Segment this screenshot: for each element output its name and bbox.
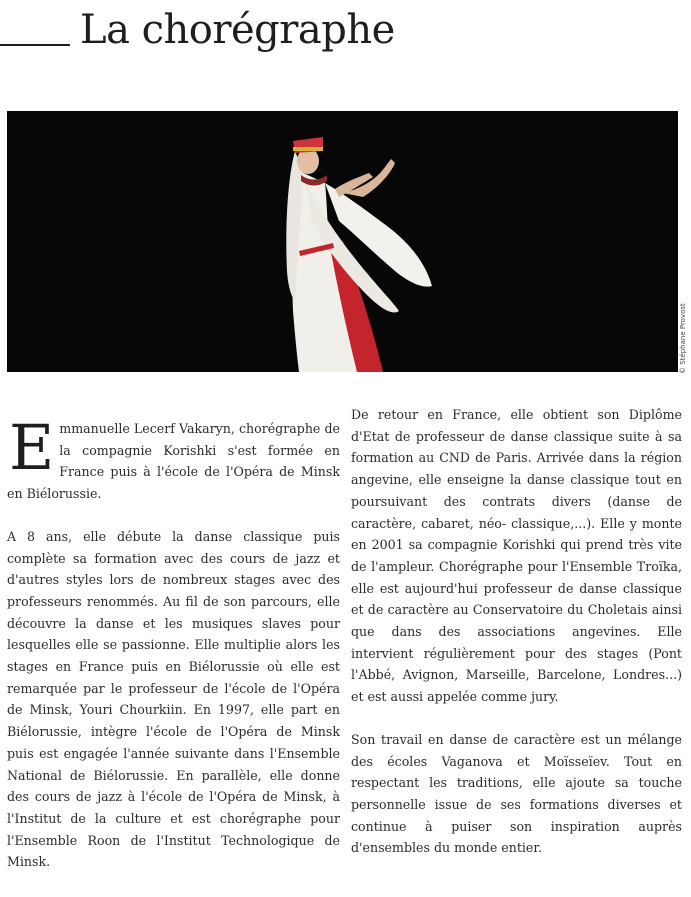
drop-cap: E bbox=[9, 411, 55, 484]
dancer-photo bbox=[7, 111, 678, 372]
page-title: La chorégraphe bbox=[80, 7, 395, 53]
dancer-illustration bbox=[7, 111, 678, 372]
biography-paragraph: A 8 ans, elle débute la danse classique puis complète sa formation avec des cours de jazz et d'autres styles lors de nombreux stages avec des professeurs renommés. Au fil de son parcours, elle découvre la danse et les musiques slaves pour lesquelles elle se passionne. Elle multiplie alors les stages en France puis en Biélorussie où elle est remarquée par le professeur de l'école de l'Opéra de Minsk, Youri Chourkiin. En 1997, elle part en Biélorussie, intègre l'école de l'Opéra de Minsk puis est engagée l'année suivante dans l'Ensemble National de Biélorussie. En parallèle, elle donne des cours de jazz à l'école de l'Opéra de Minsk, à l'Institut de la culture et est chorégraphe pour l'Ensemble Roon de l'Institut Technologique de Minsk. bbox=[7, 528, 340, 870]
intro-text: mmanuelle Lecerf Vakaryn, chorégraphe de la compagnie Korishki s'est formée en France puis à l'école de l'Opéra de Minsk en Biélorussie. bbox=[7, 421, 340, 502]
title-rule bbox=[0, 44, 70, 46]
career-paragraph: De retour en France, elle obtient son Diplôme d'Etat de professeur de danse classique suite à sa formation au CND de Paris. Arrivée dans la région angevine, elle enseigne la danse classique tout en poursuivant des contrats divers (danse de caractère, cabaret, néo- classique,...). Elle y monte en 2001 sa compagnie Korishki qui prend très vite de l'ampleur. Chorégraphe pour l'Ensemble Troïka, elle est aujourd'hui professeur de danse classique et de caractère au Conservatoire du Choletais ainsi que dans des associations angevines. Elle intervient régulièrement pour des stages (Pont l'Abbé, Avignon, Marseille, Barcelone, Londres...) et est aussi appelée comme jury. bbox=[351, 407, 682, 705]
intro-paragraph bbox=[7, 411, 340, 505]
style-paragraph: Son travail en danse de caractère est un mélange des écoles Vaganova et Moïsseïev. Tout en respectant les traditions, elle ajoute sa touche personnelle issue de ses formations diverses et continue à puiser son inspiration auprès d'ensembles du monde entier. bbox=[351, 731, 682, 856]
photo-credit: © Stéphane Provost bbox=[679, 303, 687, 374]
article-column-left bbox=[7, 411, 340, 873]
article-column-right bbox=[351, 404, 682, 859]
